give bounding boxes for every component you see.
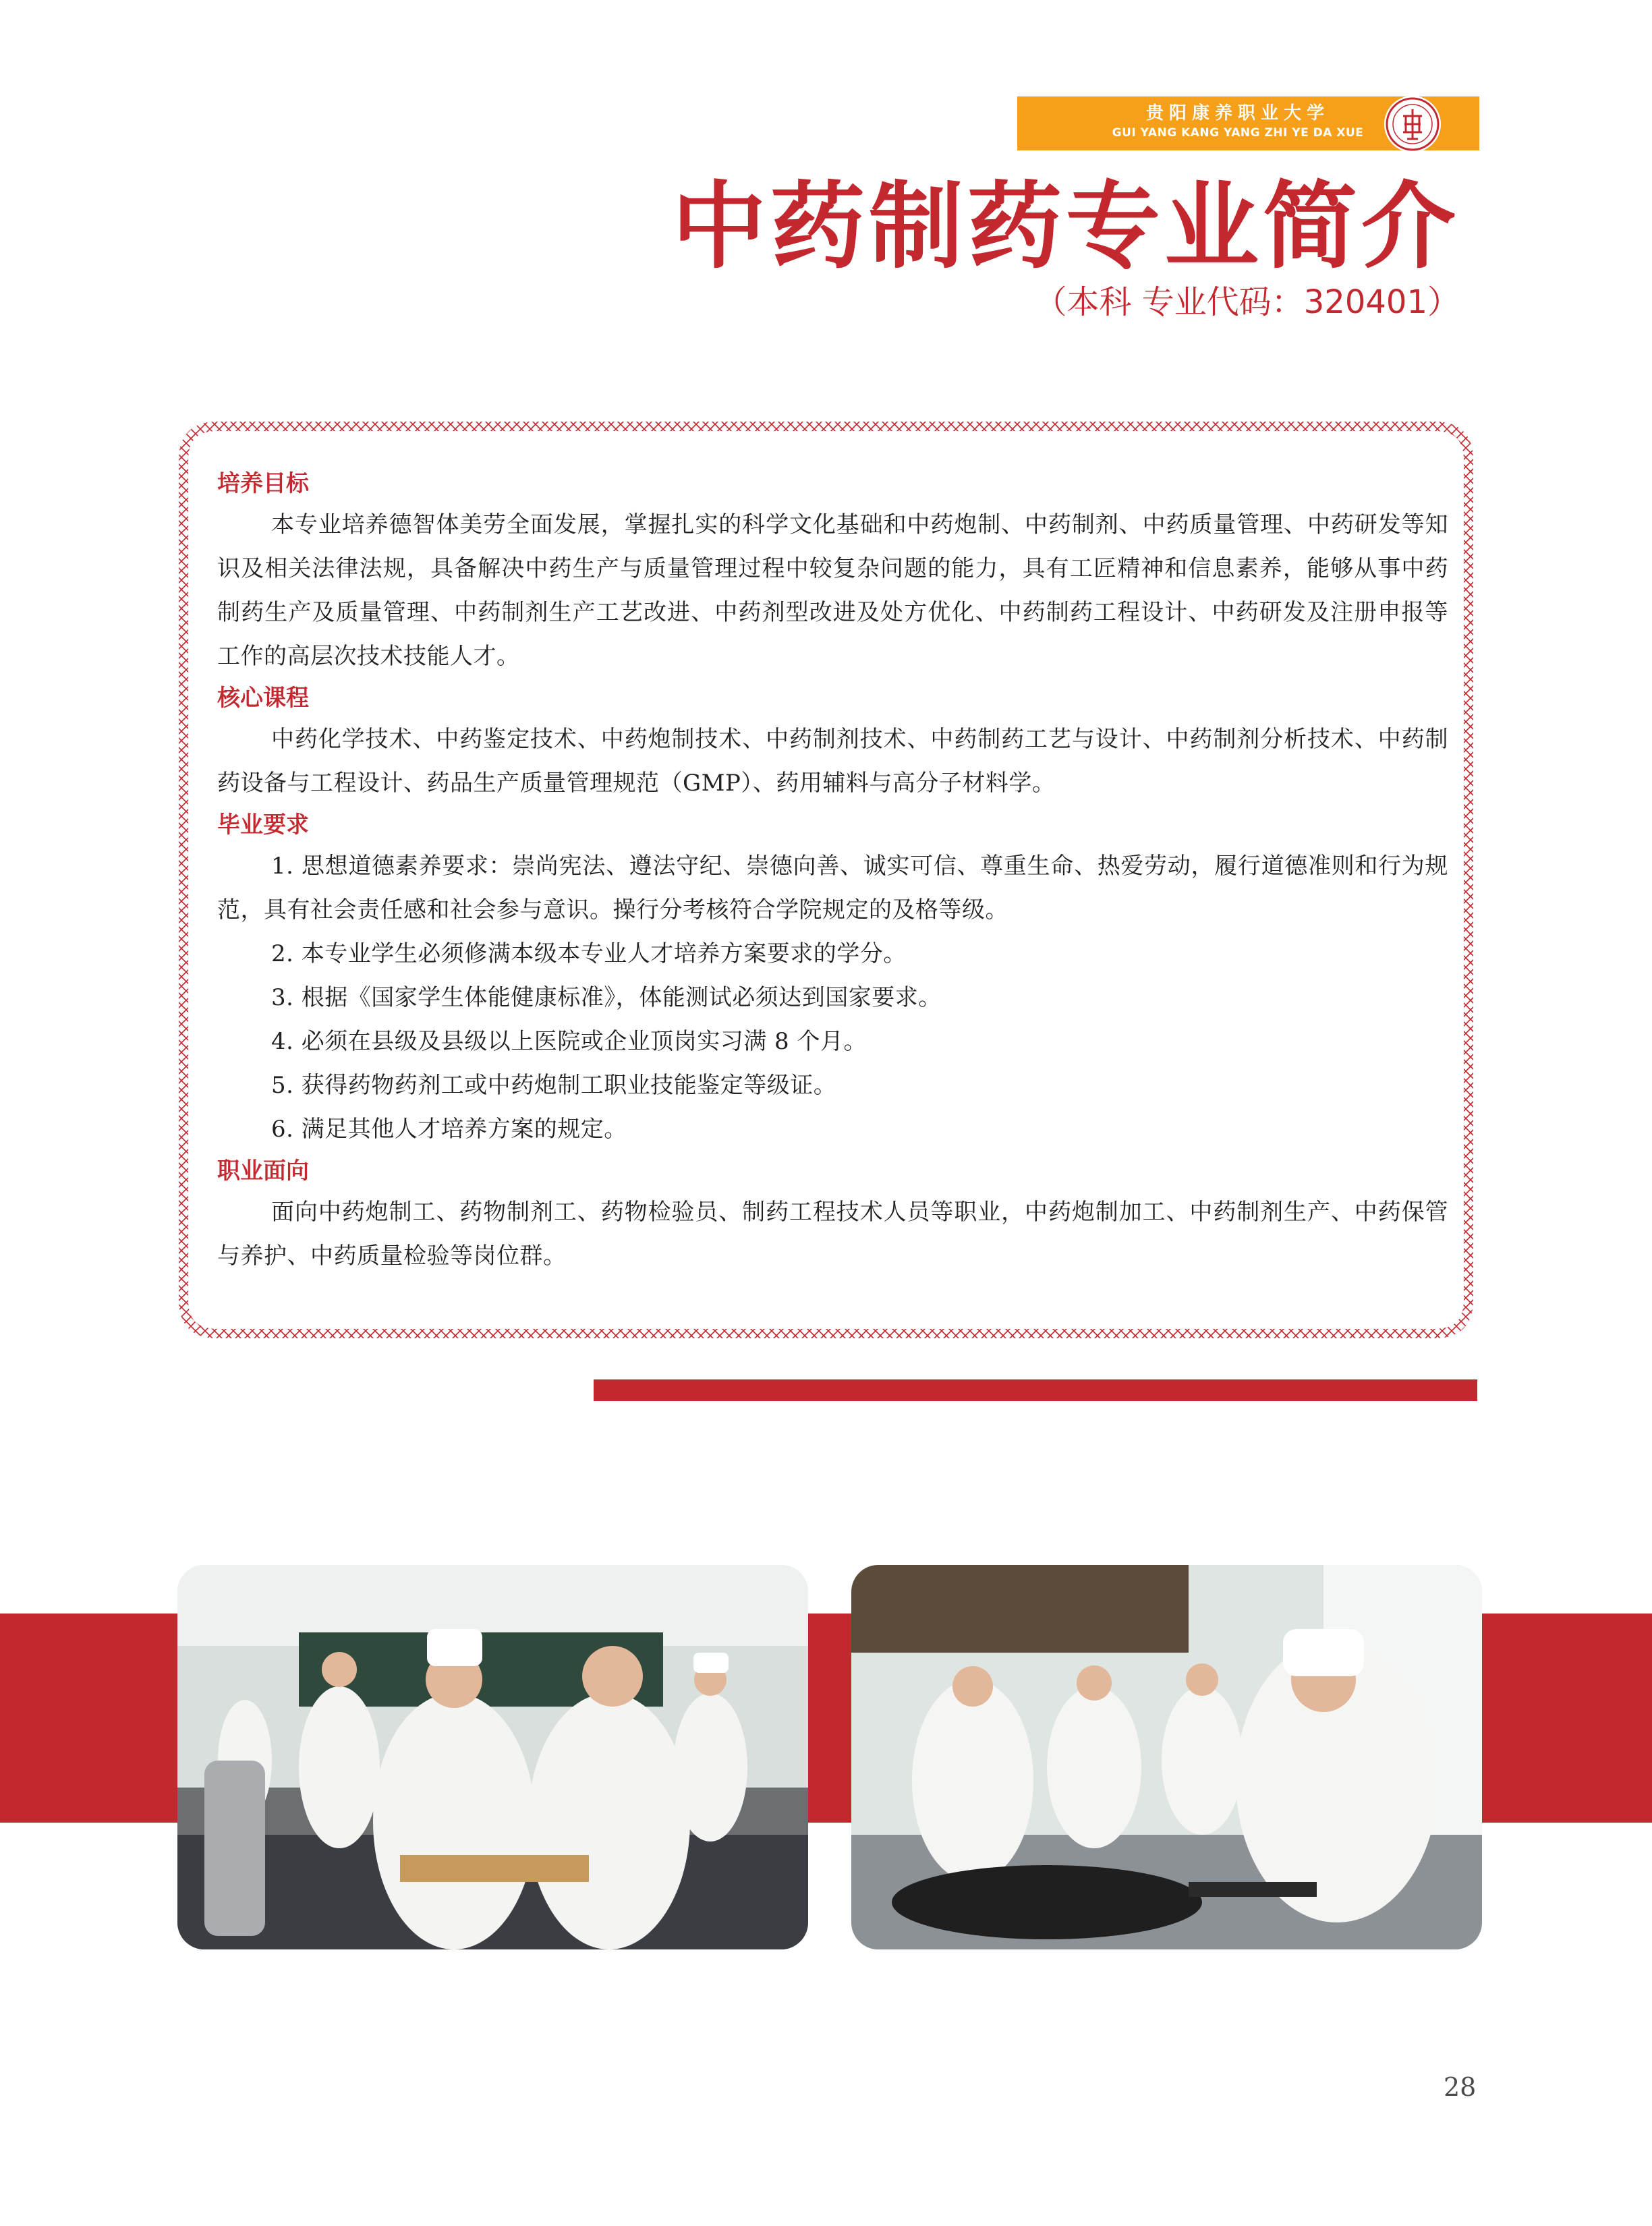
graduation-item: 3. 根据《国家学生体能健康标准》，体能测试必须达到国家要求。: [271, 984, 942, 1011]
divider-bar: [594, 1379, 1477, 1401]
page-title: 中药制药专业简介: [671, 172, 1460, 282]
goal-text: 本专业培养德智体美劳全面发展，掌握扎实的科学文化基础和中药炮制、中药制剂、中药质量管理、中药研发等知识及相关法律法规，具备解决中药生产与质量管理过程中较复杂问题的能力，具有工匠精神和信息素养，能够从事中药制药生产及质量管理、中药制剂生产工艺改进、中药剂型改进及处方优化、中药制药工程设计、中药研发及注册申报等工作的高层次技术技能人才。: [217, 511, 1448, 670]
graduation-item: 5. 获得药物药剂工或中药炮制工职业技能鉴定等级证。: [271, 1072, 837, 1099]
school-name-cn: 贵阳康养职业大学: [1145, 103, 1330, 123]
school-name: [1089, 101, 1386, 140]
heading-goal: 培养目标: [217, 470, 309, 497]
graduation-item: 6. 满足其他人才培养方案的规定。: [271, 1116, 627, 1143]
page-number: 28: [1444, 2072, 1477, 2102]
lab-photo-left: [177, 1565, 808, 1949]
graduation-item: 4. 必须在县级及县级以上医院或企业顶岗实习满 8 个月。: [271, 1028, 867, 1055]
graduation-item: 1. 思想道德素养要求：崇尚宪法、遵法守纪、崇德向善、诚实可信、尊重生命、热爱劳动，履行道德准则和行为规范，具有社会责任感和社会参与意识。操行分考核符合学院规定的及格等级。: [217, 853, 1448, 923]
page-subtitle: （本科 专业代码：320401）: [1034, 283, 1460, 321]
lab-photo-right: [851, 1565, 1482, 1949]
heading-career: 职业面向: [217, 1158, 309, 1185]
content-body: [217, 464, 1448, 1278]
courses-text: 中药化学技术、中药鉴定技术、中药炮制技术、中药制剂技术、中药制药工艺与设计、中药制剂分析技术、中药制药设备与工程设计、药品生产质量管理规范（GMP）、药用辅料与高分子材料学。: [217, 726, 1448, 797]
school-seal-logo: [1384, 96, 1441, 152]
career-text: 面向中药炮制工、药物制剂工、药物检验员、制药工程技术人员等职业，中药炮制加工、中药制剂生产、中药保管与养护、中药质量检验等岗位群。: [217, 1199, 1448, 1269]
school-name-en: GUI YANG KANG YANG ZHI YE DA XUE: [1112, 126, 1364, 140]
heading-graduation: 毕业要求: [217, 811, 309, 838]
heading-courses: 核心课程: [217, 685, 309, 712]
graduation-item: 2. 本专业学生必须修满本级本专业人才培养方案要求的学分。: [271, 940, 907, 967]
